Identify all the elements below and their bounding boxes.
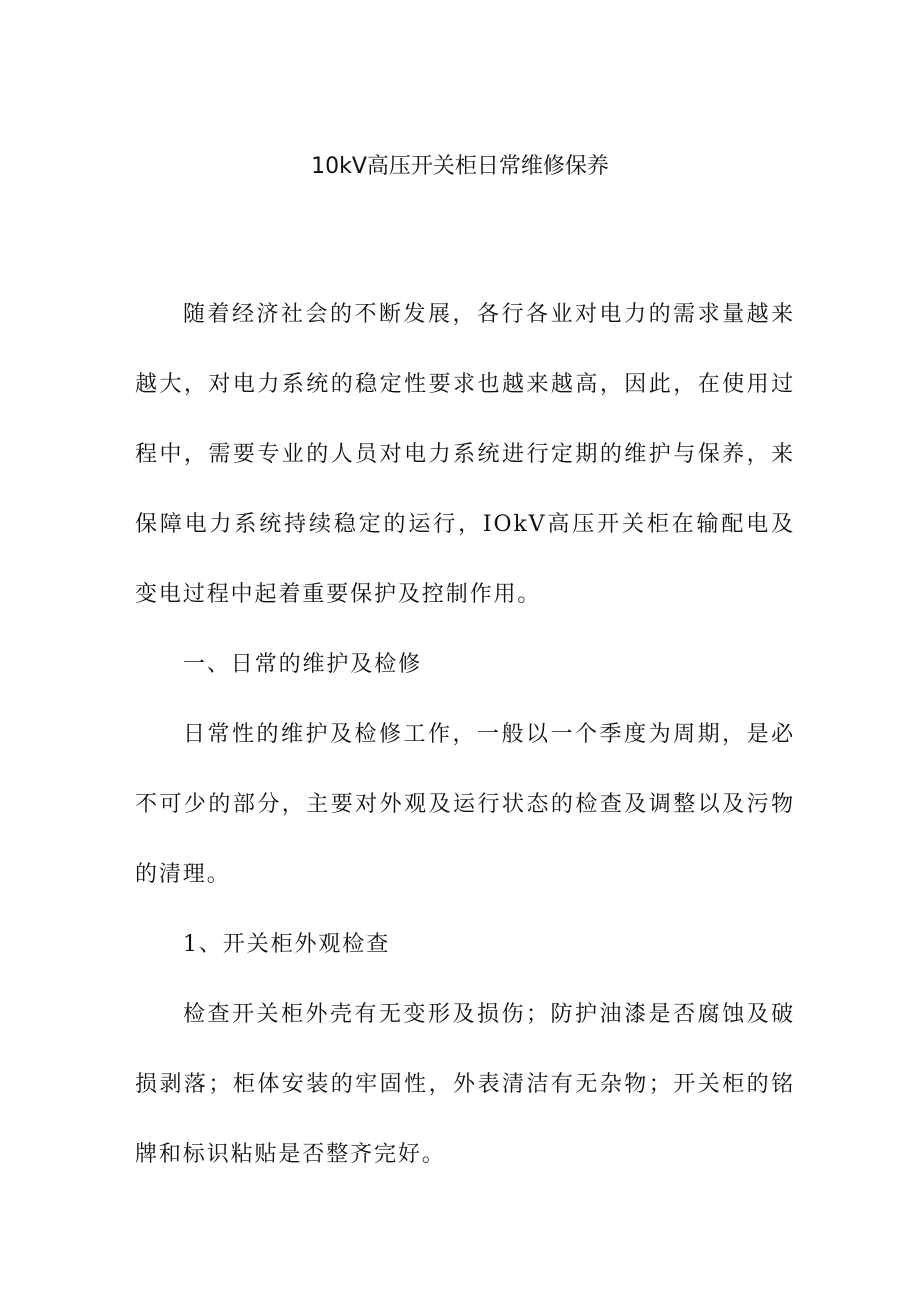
intro-paragraph: 随着经济社会的不断发展，各行各业对电力的需求量越来越大，对电力系统的稳定性要求也越来越高，因此，在使用过程中，需要专业的人员对电力系统进行定期的维护与保养，来保障电力系统持续稳定的运行，IOkV高压开关柜在输配电及变电过程中起着重要保护及控制作用。 (135, 302, 795, 607)
section-heading: 一、日常的维护及检修 (183, 652, 423, 677)
subsection-heading: 1、开关柜外观检查 (183, 932, 391, 957)
section-paragraph: 日常性的维护及检修工作，一般以一个季度为周期，是必不可少的部分，主要对外观及运行状态的检查及调整以及污物的清理。 (135, 722, 795, 887)
document-title: 10kV高压开关柜日常维修保养 (311, 154, 609, 179)
subsection-paragraph: 检查开关柜外壳有无变形及损伤；防护油漆是否腐蚀及破损剥落；柜体安装的牢固性，外表清洁有无杂物；开关柜的铭牌和标识粘贴是否整齐完好。 (135, 1002, 795, 1167)
document-body (135, 280, 795, 1190)
